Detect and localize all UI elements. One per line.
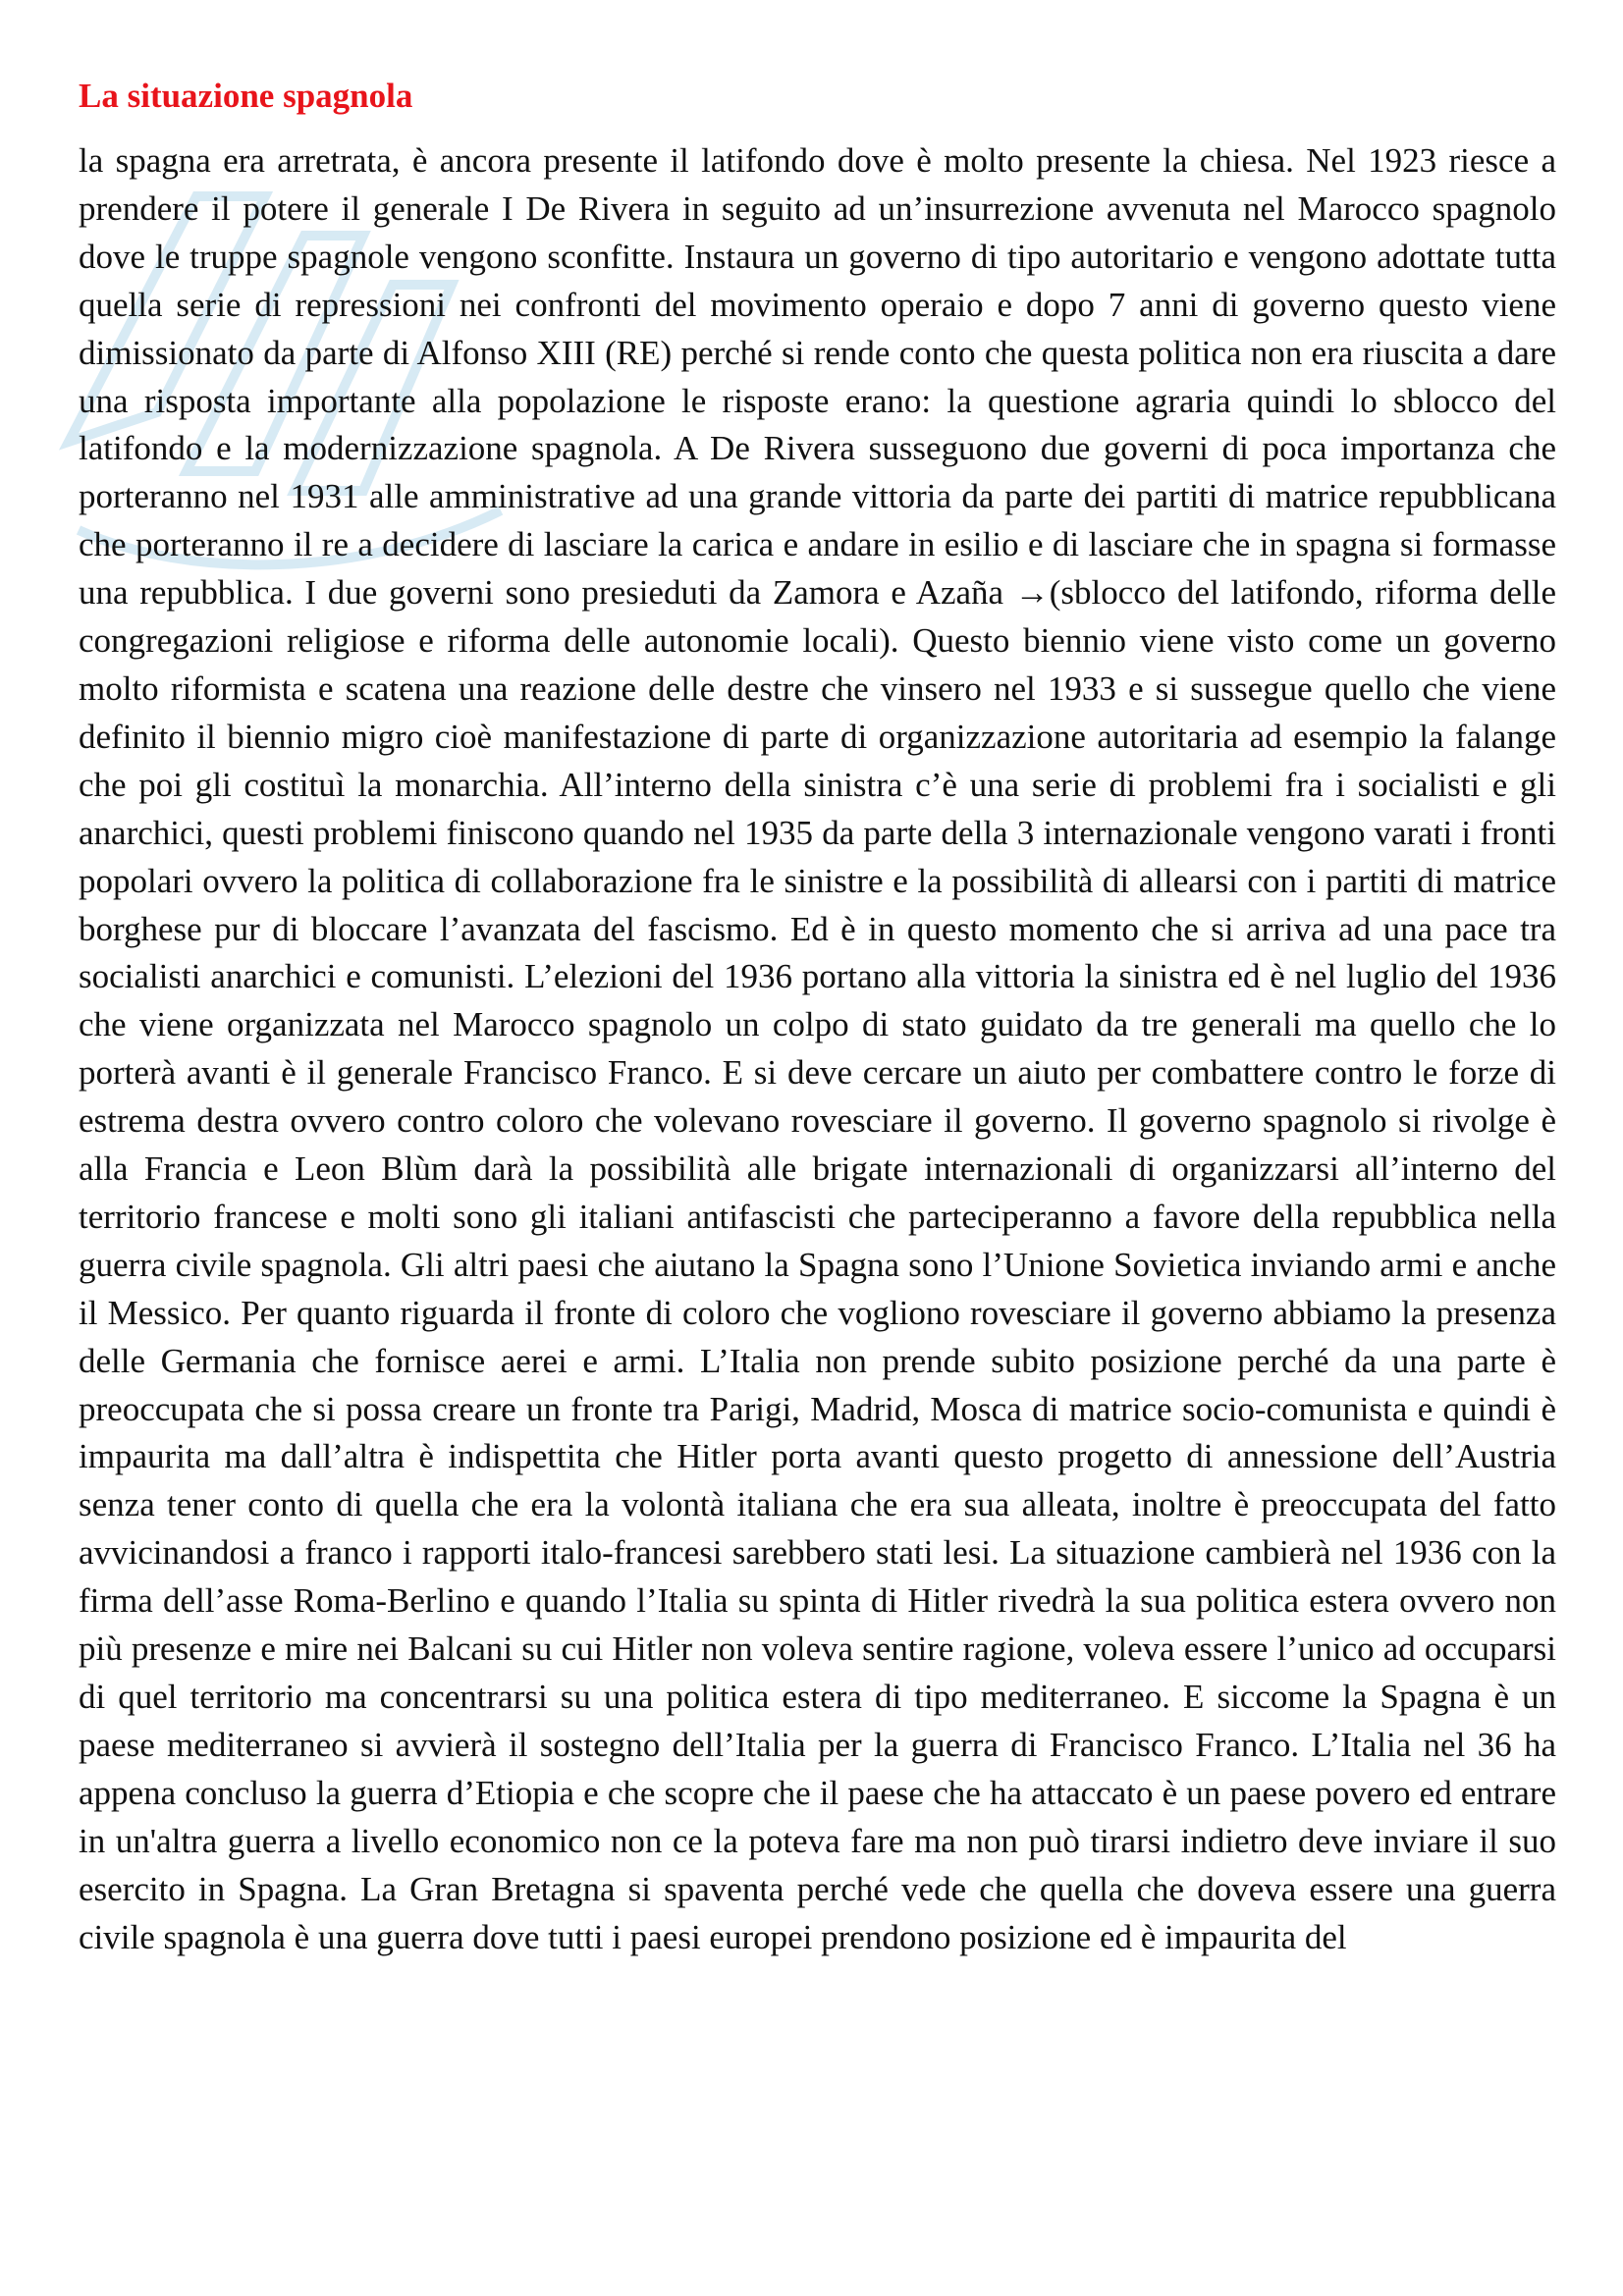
document-page bbox=[79, 77, 1556, 1961]
document-title: La situazione spagnola bbox=[79, 77, 413, 115]
document-body: la spagna era arretrata, è ancora presente il latifondo dove è molto presente la chiesa. Nel 1923 riesce a prendere il potere il generale I De Rivera in seguito ad un’insurrezione avvenuta nel Marocco spagnolo dove le truppe spagnole vengono sconfitte. Instaura un governo di tipo autoritario e vengono adottate tutta quella serie di repressioni nei confronti del movimento operaio e dopo 7 anni di governo questo viene dimissionato da parte di Alfonso XIII (RE) perché si rende conto che questa politica non era riuscita a dare una risposta importante alla popolazione le risposte erano: la questione agraria quindi lo sblocco del latifondo e la modernizzazione spagnola. A De Rivera susseguono due governi di poca importanza che porteranno nel 1931 alle amministrative ad una grande vittoria da parte dei partiti di matrice repubblicana che porteranno il re a decidere di lasciare la carica e andare in esilio e di lasciare che in spagna si formasse una repubblica. I due governi sono presieduti da Zamora e Azaña →(sblocco del latifondo, riforma delle congregazioni religiose e riforma delle autonomie locali). Questo biennio viene visto come un governo molto riformista e scatena una reazione delle destre che vinsero nel 1933 e si sussegue quello che viene definito il biennio migro cioè manifestazione di parte di organizzazione autoritaria ad esempio la falange che poi gli costituì la monarchia. All’interno della sinistra c’è una serie di problemi fra i socialisti e gli anarchici, questi problemi finiscono quando nel 1935 da parte della 3 internazionale vengono varati i fronti popolari ovvero la politica di collaborazione fra le sinistre e la possibilità di allearsi con i partiti di matrice borghese pur di bloccare l’avanzata del fascismo. Ed è in questo momento che si arriva ad una pace tra socialisti anarchici e comunisti. L’elezioni del 1936 portano alla vittoria la sinistra ed è nel luglio del 1936 che viene organizzata nel Marocco spagnolo un colpo di stato guidato da tre generali ma quello che lo porterà avanti è il generale Francisco Franco. E si deve cercare un aiuto per combattere contro le forze di estrema destra ovvero contro coloro che volevano rovesciare il governo. Il governo spagnolo si rivolge è alla Francia e Leon Blùm darà la possibilità alle brigate internazionali di organizzarsi all’interno del territorio francese e molti sono gli italiani antifascisti che parteciperanno a favore della repubblica nella guerra civile spagnola. Gli altri paesi che aiutano la Spagna sono l’Unione Sovietica inviando armi e anche il Messico. Per quanto riguarda il fronte di coloro che vogliono rovesciare il governo abbiamo la presenza delle Germania che fornisce aerei e armi. L’Italia non prende subito posizione perché da una parte è preoccupata che si possa creare un fronte tra Parigi, Madrid, Mosca di matrice socio-comunista e quindi è impaurita ma dall’altra è indispettita che Hitler porta avanti questo progetto di annessione dell’Austria senza tener conto di quella che era la volontà italiana che era sua alleata, inoltre è preoccupata del fatto avvicinandosi a franco i rapporti italo-francesi sarebbero stati lesi. La situazione cambierà nel 1936 con la firma dell’asse Roma-Berlino e quando l’Italia su spinta di Hitler rivedrà la sua politica estera ovvero non più presenze e mire nei Balcani su cui Hitler non voleva sentire ragione, voleva essere l’unico ad occuparsi di quel territorio ma concentrarsi su una politica estera di tipo mediterraneo. E siccome la Spagna è un paese mediterraneo si avvierà il sostegno dell’Italia per la guerra di Francisco Franco. L’Italia nel 36 ha appena concluso la guerra d’Etiopia e che scopre che il paese che ha attaccato è un paese povero ed entrare in un'altra guerra a livello economico non ce la poteva fare ma non può tirarsi indietro deve inviare il suo esercito in Spagna. La Gran Bretagna si spaventa perché vede che quella che doveva essere una guerra civile spagnola è una guerra dove tutti i paesi europei prendono posizione ed è impaurita del bbox=[79, 141, 1556, 1956]
